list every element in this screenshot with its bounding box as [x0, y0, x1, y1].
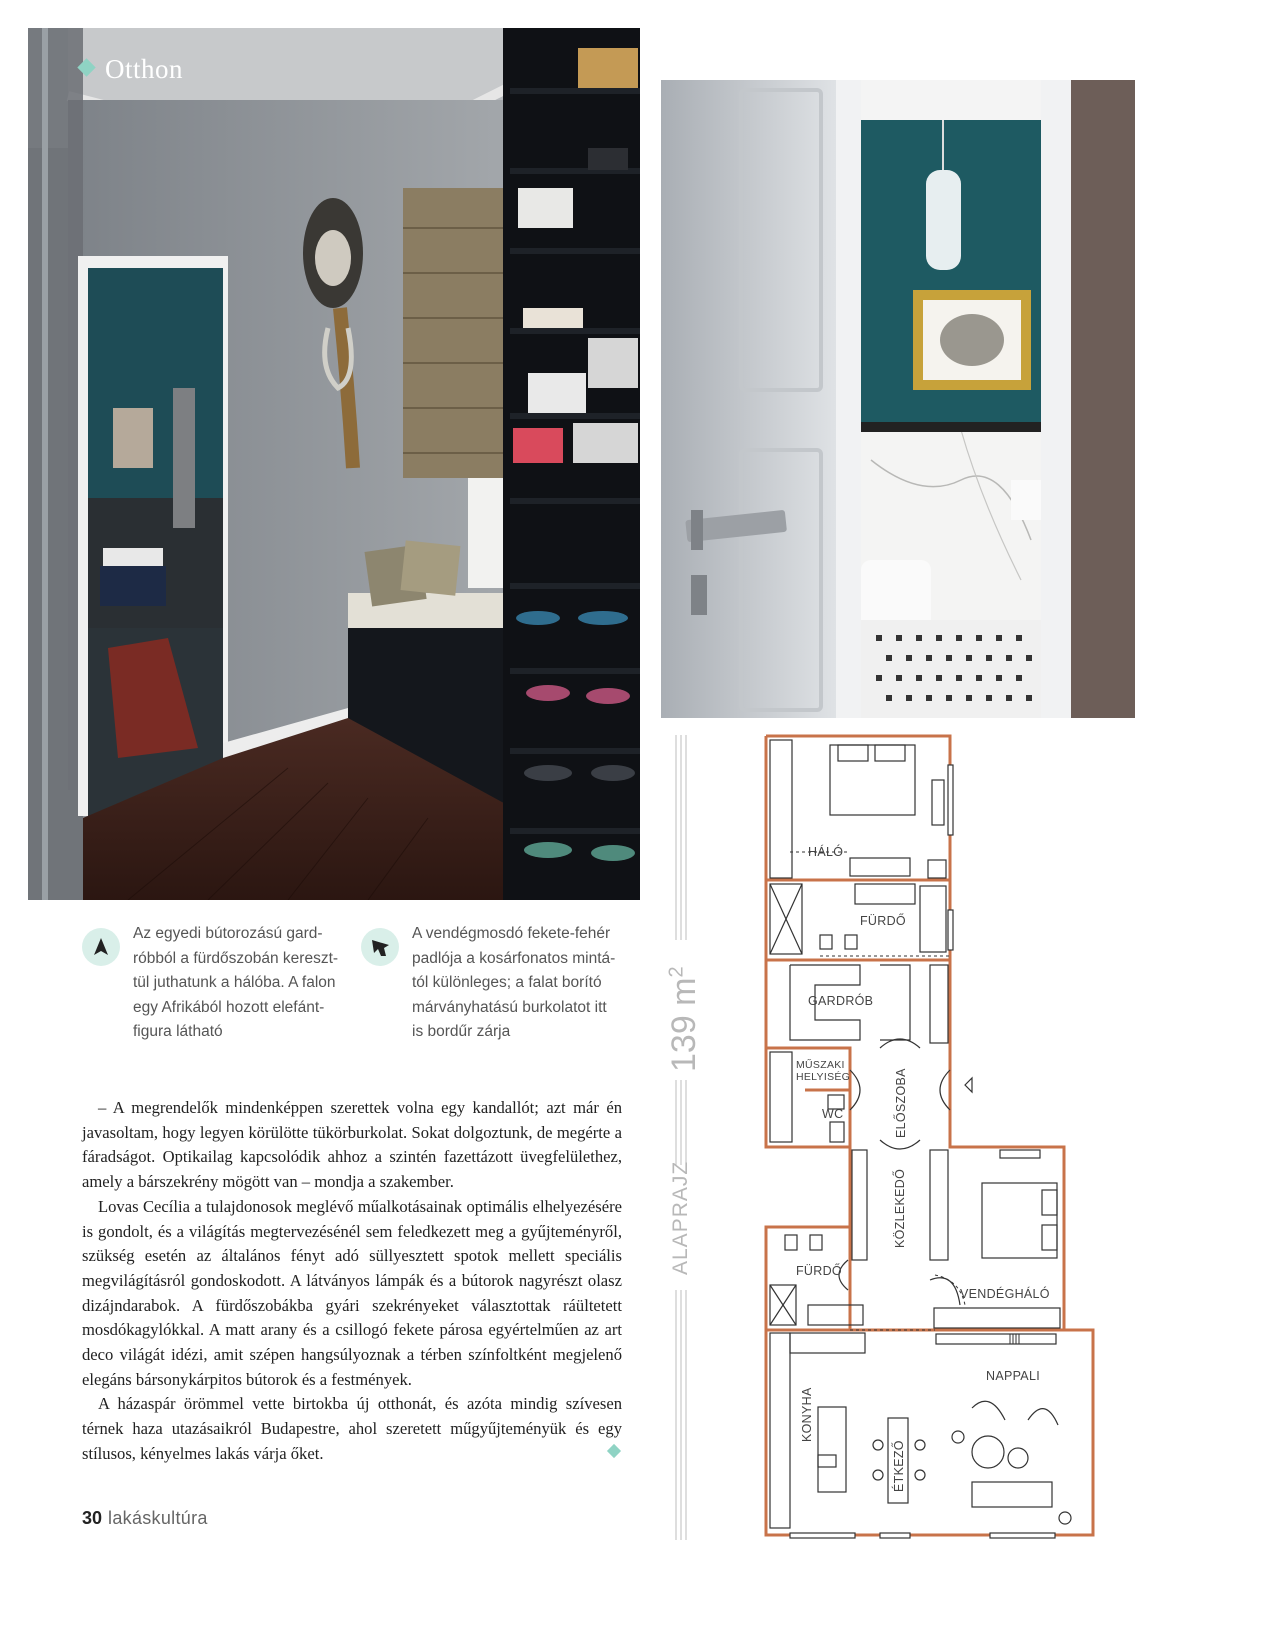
plan-room-furdo-2: FÜRDŐ: [796, 1264, 842, 1278]
caption-line: márványhatású burkolatot itt: [412, 998, 607, 1016]
diamond-icon: [77, 58, 95, 76]
caption-line: tól különleges; a falat borító: [412, 974, 602, 992]
plan-sidebar-lines: [672, 735, 690, 1540]
plan-room-konyha: KONYHA: [800, 1387, 814, 1442]
plan-room-muszaki-line1: MŰSZAKI: [796, 1059, 845, 1071]
photo-dressing-room: [28, 28, 640, 900]
page-number: 30: [82, 1508, 103, 1528]
caption-line: tül juthatunk a hálóba. A falon: [133, 974, 336, 992]
plan-room-muszaki-line2: HELYISÉG: [796, 1071, 851, 1083]
plan-room-kozlekedo: KÖZLEKEDŐ: [893, 1168, 907, 1248]
plan-room-wc: WC: [822, 1107, 844, 1121]
caption-line: Az egyedi bútorozású gard-: [133, 925, 323, 942]
plan-room-eloszoba: ELŐSZOBA: [894, 1068, 908, 1138]
plan-room-etkezo: ÉTKEZŐ: [892, 1440, 906, 1492]
section-label-text: Otthon: [105, 54, 184, 84]
plan-area-value: 139 m: [665, 977, 703, 1072]
caption-line: róbból a fürdőszobán kereszt-: [133, 949, 339, 967]
photo-dressing-room-illustration: [28, 28, 640, 900]
caption-line: is bordűr zárja: [412, 1023, 511, 1041]
floor-plan: [760, 730, 1100, 1542]
arrow-up-icon: [82, 928, 120, 966]
article-paragraph: Lovas Cecília a tulajdonosok meglévő műalkotásainak optimális elhelyezésére is gondolt, és a világítás megtervezésénél sem feledkezett meg a gyűjteményről, szükség esetén az általános fényt adó süllyesztett spotok mellett speciális megvilágításról gondoskodott. A látványos lámpák és a bútorok nagyrészt olasz dizájndarabok. A fürdőszobákba gyári szekrényeket választottak ráültetett mosdókagylókkal. A matt arany és a csillogó fekete párosa egyértelműen az art deco világát idézi, amit szépen hangsúlyoznak a térben színfoltként megjelenő elegáns bársonykárpitos bútorok és a festmények.: [82, 1196, 622, 1389]
plan-room-nappali: NAPPALI: [986, 1369, 1040, 1383]
plan-room-gardrob: GARDRÓB: [808, 994, 874, 1008]
plan-room-vendeghalo: VENDÉGHÁLÓ: [960, 1287, 1050, 1301]
caption-guest-toilet: [412, 922, 642, 1045]
plan-area-unit-sup: 2: [665, 966, 688, 978]
caption-line: A vendégmosdó fekete-fehér: [412, 925, 611, 942]
page-footer: [82, 1508, 208, 1529]
plan-room-halo: HÁLÓ: [808, 845, 844, 859]
plan-room-muszaki: [796, 1059, 850, 1083]
caption-line: egy Afrikából hozott elefánt-: [133, 998, 325, 1016]
caption-dressing-room: [133, 922, 363, 1045]
article-paragraph: – A megrendelők mindenképpen szerettek volna egy kandallót; azt már én javasoltam, hogy legyen körülötte tükörburkolat. Sokat dolgoztunk, de megérte a fáradságot. Optikailag kapcsolódik ahhoz a szintén fazettázott üvegfelülethez, amely a bárszekrény mögött van – mondja a szakember.: [82, 1098, 622, 1192]
plan-room-furdo-1: FÜRDŐ: [860, 914, 906, 928]
magazine-name: lakáskultúra: [108, 1508, 208, 1528]
article-body: [82, 1096, 622, 1467]
plan-title: ALAPRAJZ: [669, 1160, 692, 1275]
plan-area: [665, 966, 704, 1072]
caption-line: figura látható: [133, 1023, 223, 1041]
article-paragraph: A házaspár örömmel vette birtokba új otthonát, és azóta mindig szívesen térnek haza utazásaikról Budapestre, ahol szeretett műgyűjteményük és egy stílusos, kényelmes lakás várja őket.: [82, 1394, 622, 1463]
arrow-up-left-icon: [361, 928, 399, 966]
photo-guest-toilet-illustration: [661, 80, 1135, 718]
photo-guest-toilet: [661, 80, 1135, 718]
caption-line: padlója a kosárfonatos mintá-: [412, 949, 616, 967]
section-label: [80, 54, 183, 85]
